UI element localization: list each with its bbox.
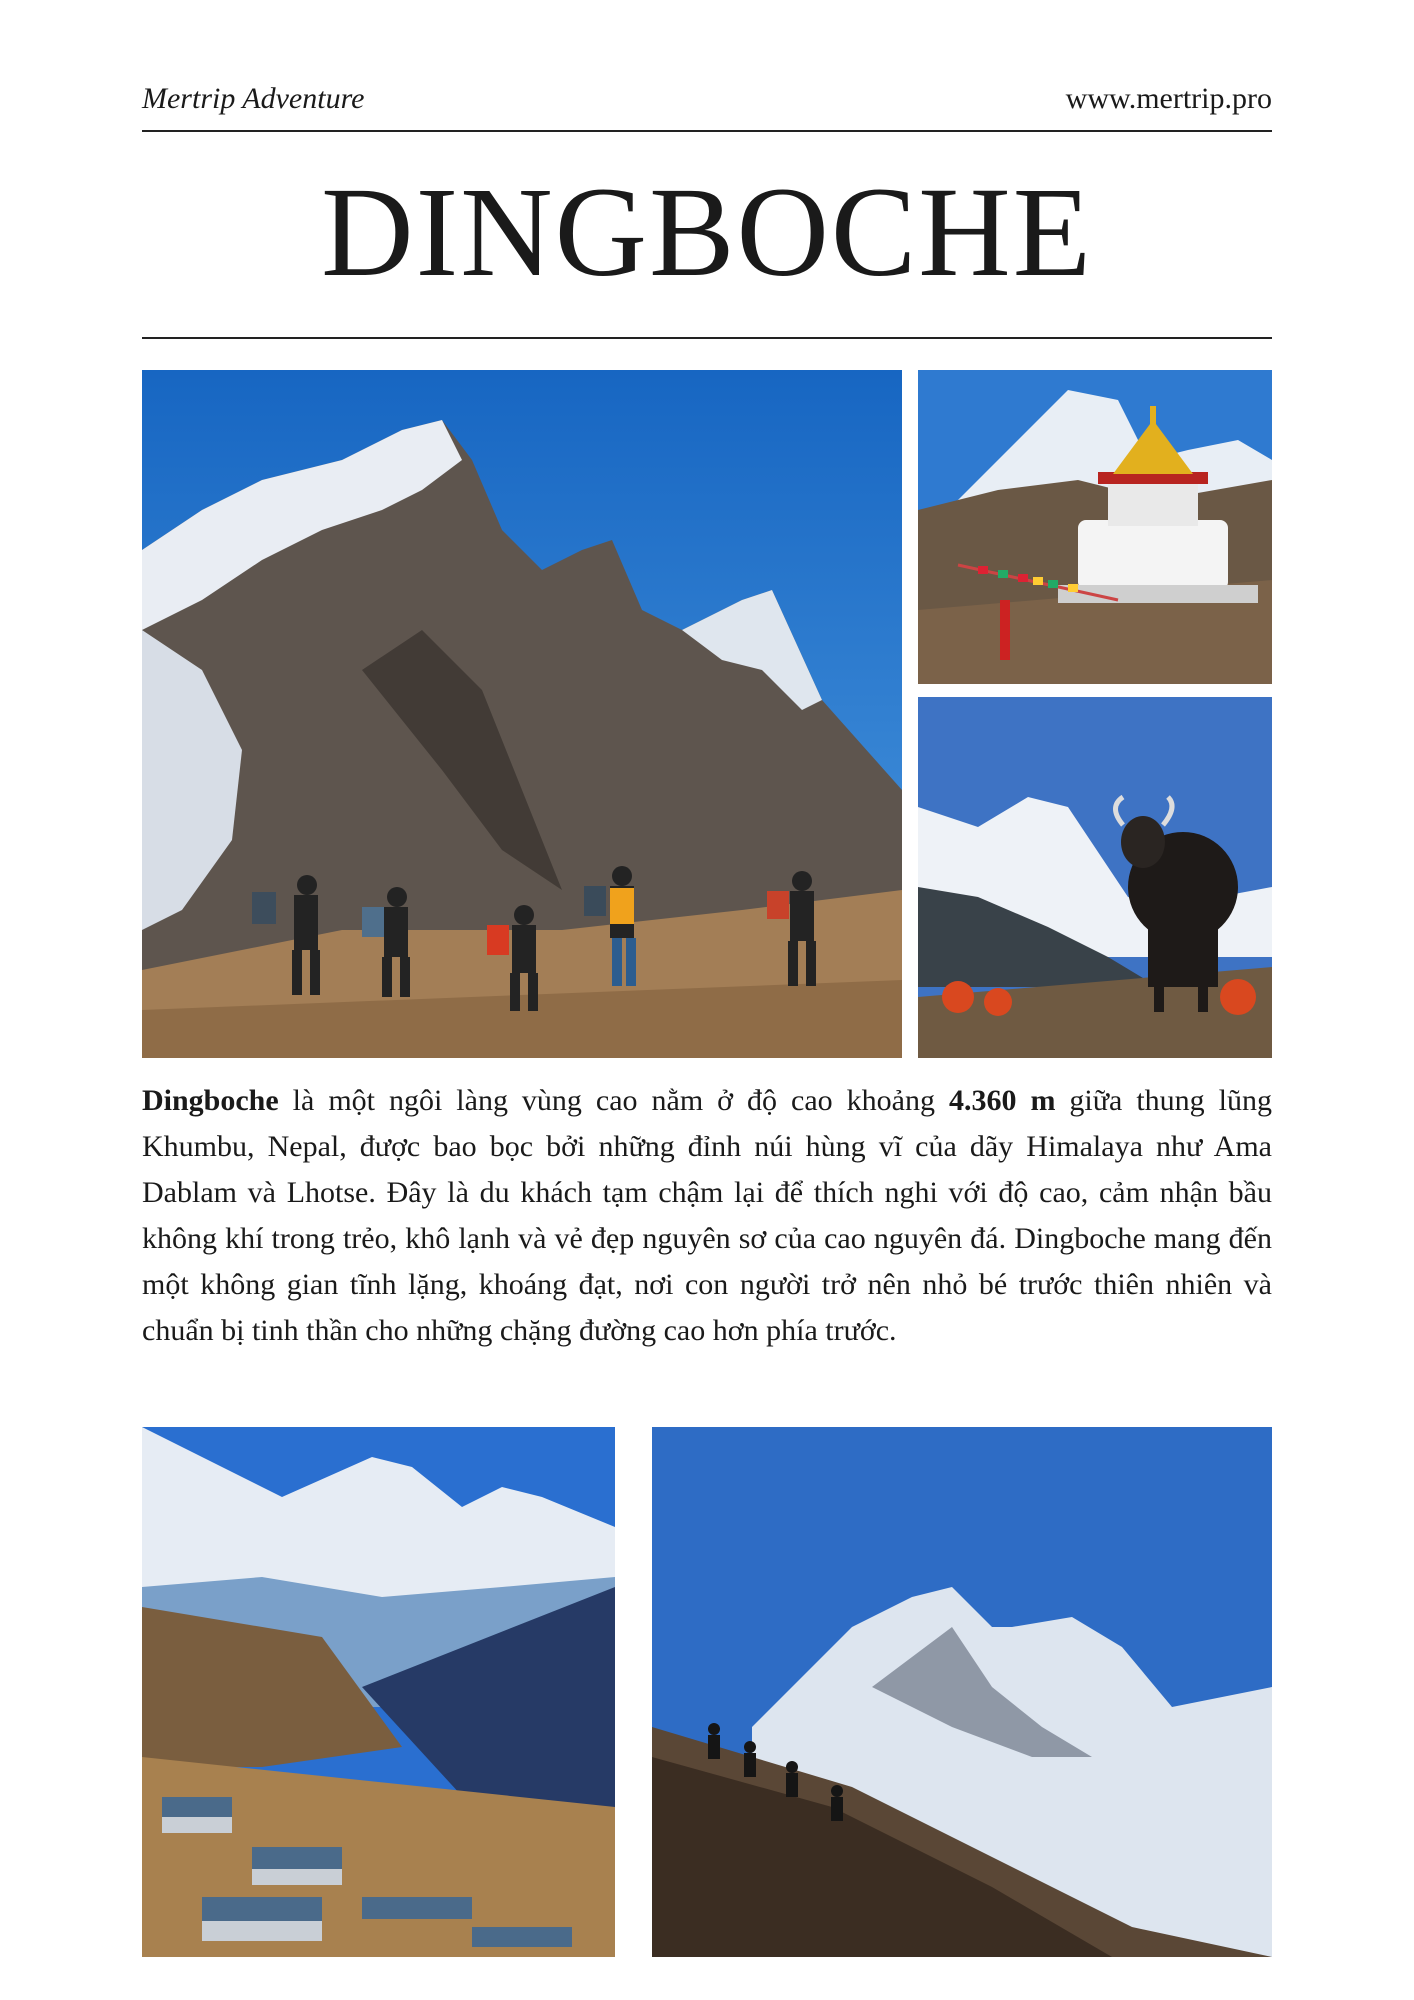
intro-paragraph: [142, 1078, 1272, 1354]
photo-stupa: [918, 370, 1272, 684]
title-divider: [142, 337, 1272, 339]
intro-lead: Dingboche: [142, 1084, 279, 1117]
photo-valley-village: [142, 1427, 615, 1957]
page-title: DINGBOCHE: [321, 161, 1093, 303]
photo-trekkers-mountain: [142, 370, 902, 1058]
header-divider: [142, 130, 1272, 132]
intro-text-2: giữa thung lũng Khumbu, Nepal, được bao bọc bởi những đỉnh núi hùng vĩ của dãy Himalaya như Ama Dablam và Lhotse. Đây là du khách tạm chậm lại để thích nghi với độ cao, cảm nhận bầu không khí trong trẻo, khô lạnh và vẻ đẹp nguyên sơ của cao nguyên đá. Dingboche mang đến một không gian tĩnh lặng, khoáng đạt, nơi con người trở nên nhỏ bé trước thiên nhiên và chuẩn bị tinh thần cho những chặng đường cao hơn phía trước.: [142, 1084, 1272, 1347]
photo-yak: [918, 697, 1272, 1058]
photo-ridge-hikers: [652, 1427, 1272, 1957]
intro-altitude: 4.360 m: [948, 1084, 1056, 1117]
header-website[interactable]: www.mertrip.pro: [1065, 82, 1272, 115]
intro-text-1: là một ngôi làng vùng cao nằm ở độ cao khoảng: [278, 1084, 949, 1117]
header-brand: Mertrip Adventure: [142, 82, 365, 115]
